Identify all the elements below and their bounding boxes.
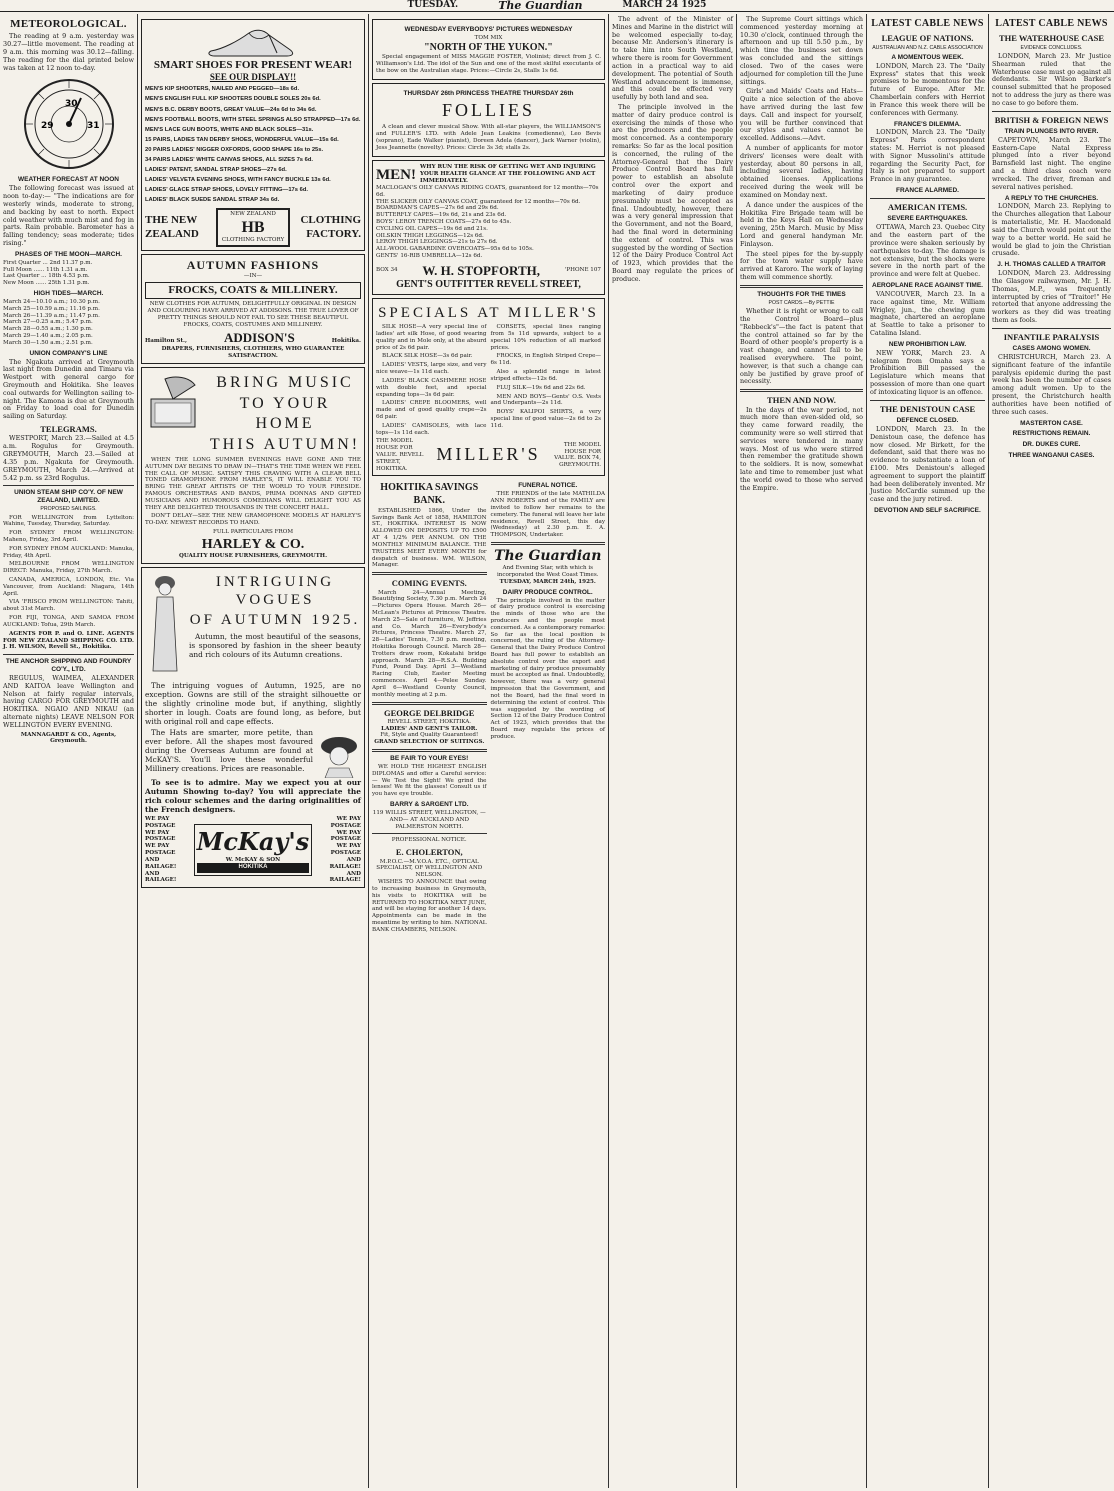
telegrams-title: TELEGRAMS. xyxy=(40,424,97,435)
men-item: OILSKIN THIGH LEGGINGS—12s 6d. xyxy=(376,232,484,239)
divider xyxy=(992,328,1111,329)
anchor-text: REGULUS, WAIMEA, ALEXANDER AND KAITOA leave Wellington and Nelson at fairly regular intervals, having CARGO FOR GREYMOUTH and HOKITIKA. NGAIO AND NIKAU (an alternate nights) LEAVE NELSON FOR WELLINGTON EVERY EVENING. xyxy=(3,673,134,729)
men-item: THE SLICKER OILY CANVAS COAT, guaranteed for 12 months—70s 6d. xyxy=(376,198,581,205)
men-item: ALL-WOOL GABARDINE OVERCOATS—95s 6d to 105s. xyxy=(376,246,534,253)
millers-item: BOYS' KALIPOI SHIRTS, a very special line of good value—2s 6d to 2s 11d. xyxy=(490,409,601,429)
millers-item: Also a splendid range in latest striped effects—12s 6d. xyxy=(490,369,601,382)
pictures-title: WEDNESDAY EVERYBODYS' PICTURES WEDNESDAY xyxy=(404,26,573,33)
postage-right xyxy=(316,816,361,884)
water-title: THE WATERHOUSE CASE xyxy=(998,33,1105,44)
traitor-title: J. H. THOMAS CALLED A TRAITOR xyxy=(997,261,1106,269)
masthead-title: The Guardian xyxy=(498,0,583,12)
vogues-header xyxy=(145,571,361,681)
shoe-item: 34 PAIRS LADIES' WHITE CANVAS SHOES, ALL SIZES 7s 6d. xyxy=(145,156,314,163)
music-line-1: BRING MUSIC xyxy=(216,373,354,391)
stopforth-row xyxy=(376,263,601,279)
paper-sub: And Evening Star, with which is incorporated the West Coast Times. xyxy=(496,565,599,578)
mckay-town: HOKITIKA xyxy=(197,863,309,872)
earth-title: SEVERE EARTHQUAKES. xyxy=(887,215,968,223)
mckay-logo xyxy=(194,824,312,875)
men-item: BUTTERFLY CAPES—19s 6d, 21s and 23s 6d. xyxy=(376,212,507,219)
tide-item: March 27—0.25 a.m.; 5.47 p.m. xyxy=(3,319,93,326)
millers-footer xyxy=(376,438,601,472)
polio-sub: CASES AMONG WOMEN. xyxy=(1012,345,1091,353)
sailing-item: CANADA, AMERICA, LONDON, Etc. Via Vancouver, from Auckland: Niagara, 14th April. xyxy=(3,577,134,597)
devotion-title: DEVOTION AND SELF SACRIFICE. xyxy=(874,507,981,514)
sailing-item: FOR WELLINGTON from Lyttelton: Wahine, Tuesday, Thursday, Saturday. xyxy=(3,514,134,528)
follies-head: THURSDAY 26th PRINCESS THEATRE THURSDAY 26th xyxy=(403,90,574,98)
dukes-title: DR. DUKES CURE. xyxy=(1022,441,1081,449)
paper-title: The Guardian xyxy=(494,548,602,565)
train-title: TRAIN PLUNGES INTO RIVER. xyxy=(1004,127,1099,135)
music-text: WHEN THE LONG SUMMER EVENINGS HAVE GONE AND THE AUTUMN DAY BEGINS TO DRAW IN—THAT'S THE TIME WHEN WE FEEL THE CALL OF MUSIC. SATISFY THIS CRAVING WITH A CLEAR BELL TONED GRAMOPHONE FROM HARLEY'S, IT WILL ENABLE YOU TO BRING THE GREAT ARTISTS OF THE WORLD TO YOUR FIRESIDE. FAMOUS ORCHESTRAS AND BANDS, PRIMA DONNAS AND GIFTED MUSICIANS AND HUMOROUS COMEDIANS WILL DELIGHT YOU AS THEY ARE DELIGHTED THOUSANDS IN THE CONCERT HALL. xyxy=(145,456,361,511)
moon-item: Last Quarter ... 18th 4.53 p.m. xyxy=(3,273,90,280)
shoe-item: MEN'S FOOTBALL BOOTS, WITH STEEL SPRINGS ALSO STRAPPED—17s 6d. xyxy=(145,116,361,123)
local-p5: The steel pipes for the by-supply for the town water supply have arrived at Karoro. The work of laying them will commence shortly. xyxy=(740,249,863,281)
column-4 xyxy=(609,16,736,1486)
polio-title: INFANTILE PARALYSIS xyxy=(1003,331,1100,342)
anchor-title: THE ANCHOR SHIPPING AND FOUNDRY CO'Y., LTD. xyxy=(5,658,132,674)
delbridge-sub: LADIES' AND GENT'S TAILOR. xyxy=(381,725,478,732)
men-item: MACLOGAN'S OILY CANVAS RIDING COATS, guaranteed for 12 months—70s 6d. xyxy=(376,184,599,198)
tides-list xyxy=(3,299,134,347)
barometer-dial-icon xyxy=(21,76,117,172)
divider xyxy=(870,198,985,199)
barry-name: BARRY & SARGENT LTD. xyxy=(389,801,469,809)
shoe-item: LADIES' PATENT, SANDAL STRAP SHOES—27s 6d. xyxy=(145,166,287,173)
editorial-title: DAIRY PRODUCE CONTROL. xyxy=(502,588,593,596)
shoe-item: LADIES' GLACE STRAP SHOES, LOVELY FITTING—17s 6d. xyxy=(145,187,308,193)
week-text: LONDON, March 23. The "Daily Express" states that this week promises to be momentous for the future of Europe. After Mr. Chamberlain confers with Herriot in France this week there will be conferences with Germany. xyxy=(870,61,985,117)
weather-title: METEOROLOGICAL. xyxy=(10,18,127,30)
men-title: MEN! xyxy=(376,166,416,183)
france-text: LONDON, March 23. The "Daily Express" Paris correspondent states: M. Herriot is not pleased with Signor Mussolini's attitude regarding the Security Pact, for Italy is not prepared to support France in any guarantee. xyxy=(870,128,985,184)
forecast-text: The following forecast was issued at noon to-day:— "The indications are for westerly winds, moderate to strong, and backing by east to north. Expect cold weather with much mist and fog in parts. Rain probable. Barometer has a falling tendency; seas moderate; tides rising." xyxy=(3,184,134,248)
autumn-title: AUTUMN FASHIONS xyxy=(186,258,320,273)
millers-item: LADIES' CAMISOLES, with lace tops—1s 11d each. xyxy=(376,422,487,436)
tides-title: HIGH TIDES—MARCH. xyxy=(33,290,104,298)
shoes-list xyxy=(145,86,361,204)
editorial-text-continued: The principle involved in the matter of dairy produce control is exercising the minds of those who are the producers and the people most concerned. As a contemporary remarks: So far as the local position is concerned, the ruling of the Attorney-General that the Dairy Produce Control Board has full power to establish an absolute control over the export and marketing of dairy produce presumably must be accepted as final. Undoubtedly, however, there was a very general impression that the Government, and not the Board, had the final word in determining the extent of control. This was suggested by the wording of Section 12 of the Dairy Produce Control Act of 1923, which provides that the Board may regulate the prices of produce. xyxy=(612,102,733,283)
millers-name: MILLER'S xyxy=(436,444,541,465)
weather-text: The reading at 9 a.m. yesterday was 30.27—little movement. The reading at 9 a.m. this morning was 30.12—falling. The reading for the dial printed below was taken at 12 noon to-day. xyxy=(3,32,134,72)
millers-item: FLUJ SILK—19s 6d and 22s 6d. xyxy=(496,384,586,391)
notice-sub: PROFESSIONAL NOTICE. xyxy=(391,837,467,844)
postage-line: WE PAY POSTAGE xyxy=(145,829,176,843)
hb-logo-top: NEW ZEALAND xyxy=(230,211,276,218)
shoes-ad xyxy=(141,19,365,251)
cable-head: LATEST CABLE NEWS xyxy=(871,18,984,29)
traitor-text: LONDON, March 23. Addressing the Glasgow railwaymen, Mr. J. H. Thomas, M.P., was frequently interrupted by cries of "Traitor!" He retorted that anyone addressing the workers as they did was treating them as fools. xyxy=(992,269,1111,324)
autumn-text: NEW CLOTHES FOR AUTUMN, DELIGHTFULLY ORIGINAL IN DESIGN AND COLOURING HAVE ARRIVED AT ADDISONS. THE TRUE LOVER OF PRETTY THINGS SHOULD NOT FAIL TO SEE THESE BEAUTIFUL FROCKS, COATS, COSTUMES AND MILLINERY. xyxy=(147,301,359,328)
france2-title: FRANCE ALARMED. xyxy=(896,187,959,195)
sailing-item: MELBOURNE FROM WELLINGTON DIRECT: Manuka, Friday, 27th March. xyxy=(3,561,134,575)
vogues-line-2: OF AUTUMN 1925. xyxy=(189,612,361,629)
usscoy-title: UNION STEAM SHIP CO'Y. OF NEW ZEALAND, LIMITED. xyxy=(14,489,123,505)
music-line-2: TO YOUR HOME xyxy=(239,395,331,432)
tide-item: March 28—0.55 a.m.; 1.30 p.m. xyxy=(3,326,93,333)
men-item: BOARDMAN'S CAPES—27s 6d and 29s 6d. xyxy=(376,205,499,212)
column-1 xyxy=(0,16,137,1486)
divider xyxy=(740,285,863,288)
delbridge-suits: GRAND SELECTION OF SUITINGS. xyxy=(374,739,485,746)
column-7 xyxy=(989,16,1114,1486)
millers-right xyxy=(491,324,602,438)
vogues-p4: To see is to admire. May we expect you at our Autumn Showing to-day? You will appreciate the rich colour schemes and the daring originalities of the French designers. xyxy=(145,777,361,814)
stop-sub: GENT'S OUTFITTER REVELL STREET, xyxy=(396,278,581,290)
millers-foot-left: THE MODEL HOUSE FOR VALUE. REVELL STREET, HOKITIKA. xyxy=(376,438,424,472)
addison-left: Hamilton St., xyxy=(145,338,187,345)
stop-box: BOX 34 xyxy=(376,267,398,274)
union-text: The Ngakuta arrived at Greymouth last night from Dunedin and Timaru via Westport with general cargo for Greymouth and Hokitika. She leaves coal outwards for Wellington sailing to-night. The Kamona is due at Greymouth on Friday to load coal for Dunedin sailing on Saturday. xyxy=(3,357,134,421)
sailing-item: VIA 'FRISCO FROM WELLINGTON: Tahiti, about 31st March. xyxy=(3,599,134,613)
usscoy-sub: PROPOSED SAILINGS. xyxy=(40,506,97,513)
millers-item: CORSETS, special lines ranging from 5s 11d upwards, subject to a special 10% reduction of all marked prices. xyxy=(490,324,601,351)
then-title: THEN AND NOW. xyxy=(767,395,836,406)
moon-list xyxy=(3,260,134,287)
hb-logo xyxy=(216,208,290,247)
events-title: COMING EVENTS. xyxy=(391,578,467,589)
millers-item: LADIES' BLACK CASHMERE HOSE with double feet, and special expanding tops—3s 6d pair. xyxy=(376,377,487,398)
vogues-line-1: INTRIGUING VOGUES xyxy=(215,573,335,609)
agents-text: AGENTS FOR P. and O. LINE. AGENTS FOR NEW ZEALAND SHIPPING CO. LTD. J. H. WILSON, Revell St., Hokitika. xyxy=(3,630,134,651)
millers-item: LADIES' VESTS, large size, and very nice weave—1s 11d each. xyxy=(376,362,487,376)
shoe-item: 15 PAIRS, LADIES TAN DERBY SHOES, WONDERFUL VALUE—15s 6d. xyxy=(145,136,339,143)
america-title: AMERICAN ITEMS. xyxy=(887,202,968,213)
nz-clothing-banner xyxy=(145,208,361,247)
delbridge-title: GEORGE DELBRIDGE xyxy=(384,707,475,718)
divider xyxy=(3,654,134,655)
masthead xyxy=(0,0,1114,12)
prohib-text: NEW YORK, March 23. A telegram from Omaha says a Prohibition Bill passed the Legislature which means that possession of more than one quart of intoxicating liquor is an offence. xyxy=(870,348,985,396)
railage-line: AND RAILAGE! xyxy=(329,856,361,870)
shoe-icon xyxy=(203,23,303,59)
editorial-text-2: The advent of the Minister of Mines and Marine in the district will be welcomed especially to-day, because Mr. Anderson's itinerary is to take him into South Westland, where there is room for Government action in a practical way to aid development. The potential of South Westland advancement is immense, and this could be effected very usefully by both land and sea. xyxy=(612,16,733,102)
vogues-p3: The Hats are smarter, more petite, than ever before. All the shapes most favoured during the Overseas Autumn are found at McKAY'S. You'll love these wonderful Millinery creations. Prices are reasonable. xyxy=(145,727,313,774)
harley-line: QUALITY HOUSE FURNISHERS, GREYMOUTH. xyxy=(178,552,328,559)
men-item: CYCLING OIL CAPES—19s 6d and 21s. xyxy=(376,225,488,232)
shoe-item: MEN'S B.C. DERBY BOOTS, GREAT VALUE—24s 6d to 34s 6d. xyxy=(145,106,317,113)
postage-line: WE PAY POSTAGE xyxy=(145,843,176,857)
col3-right xyxy=(491,479,606,935)
men-item: BOYS' LEROY TRENCH COATS—27s 6d to 45s. xyxy=(376,218,512,225)
divider xyxy=(992,111,1111,112)
tide-item: March 26—11.39 a.m.; 11.47 p.m. xyxy=(3,312,100,319)
masterton-title: MASTERTON CASE. xyxy=(1020,419,1083,427)
men-item: LEROY THIGH LEGGINGS—21s to 27s 6d. xyxy=(376,239,498,246)
anchor-agent: MANNAGARDT & CO., Agents, Greymouth. xyxy=(20,731,117,745)
france-title: FRANCE'S DILEMMA. xyxy=(894,120,961,128)
then-text: In the days of the war period, not much more than even-sided old, so they came forward readily, the community were so well stirred that services were tendered in many ways. Most of us who were stirred then remember the gratitude shown to the soldiers. It is now, somewhat late and time to remember just what the world owed to those who served the Empire. xyxy=(740,405,863,492)
addison-sub: DRAPERS, FURNISHERS, CLOTHIERS, WHO GUARANTEE SATISFACTION. xyxy=(161,346,345,360)
autumn-sub: FROCKS, COATS & MILLINERY. xyxy=(145,282,361,299)
gramophone-icon xyxy=(145,371,205,431)
addison-name: ADDISON'S xyxy=(223,330,295,346)
men-header xyxy=(376,164,601,184)
tide-item: March 24—10.10 a.m.; 10.30 p.m. xyxy=(3,298,100,305)
assoc-sub: AUSTRALIAN AND N.Z. CABLE ASSOCIATION xyxy=(872,44,983,51)
den-sub: DEFENCE CLOSED. xyxy=(896,416,959,424)
divider xyxy=(372,702,487,705)
vogues-p1: Autumn, the most beautiful of the seasons, is sponsored by fashion in the sheer beauty and rich colours of its Autumn creations. xyxy=(189,631,361,659)
addisons-ad xyxy=(141,254,365,364)
svg-text:29: 29 xyxy=(40,121,54,132)
postage-line: WE PAY POSTAGE xyxy=(145,816,176,829)
cable-head-2: LATEST CABLE NEWS xyxy=(995,18,1108,29)
millers-item: FROCKS, in English Striped Crepe—6s 11d. xyxy=(490,353,601,367)
masthead-day: TUESDAY. xyxy=(407,0,459,11)
pictures-ad xyxy=(372,19,605,80)
cholerton-name: E. CHOLERTON, xyxy=(395,847,463,858)
mckay-logo-row xyxy=(145,816,361,884)
mckay-ad xyxy=(141,567,365,888)
harley-name: HARLEY & CO. xyxy=(201,536,305,552)
nz-left: THE NEW xyxy=(145,214,198,227)
millers-item: LADIES' CREPE BLOOMERS, well made and of good quality crepe—2s 6d pair. xyxy=(376,400,487,420)
men-list xyxy=(376,185,601,260)
stop-phone: 'PHONE 107 xyxy=(564,267,601,274)
barry-addr: 119 WILLIS STREET, WELLINGTON, —AND— AT AUCKLAND AND PALMERSTON NORTH. xyxy=(372,810,486,830)
divider xyxy=(372,749,487,752)
week-title: A MOMENTOUS WEEK. xyxy=(891,53,964,61)
polio-text: CHRISTCHURCH, March 23. A significant feature of the infantile paralysis epidemic during the past week has been the number of cases among adult women. Up to the present, the Christchurch health authorities have been notified of three such cases. xyxy=(992,353,1111,416)
mckay-name: McKay's xyxy=(196,827,310,857)
telegrams-text: WESTPORT, March 23.—Sailed at 4.5 a.m. Rogulus for Greymouth. GREYMOUTH, March 23.—Sailed at 4.35 p.m. Ngakuta for Greymouth. GREYMOUTH, March 24.—Arrived at 5.42 p.m. ss 23rd Rogulus. xyxy=(3,434,134,482)
cholerton-sub: M.P.O.C.—M.V.O.A. ETC., OPTICAL SPECIALIST, OF WELLINGTON AND NELSON. xyxy=(376,858,483,879)
tide-item: March 25—10.59 a.m.; 11.16 p.m. xyxy=(3,305,100,312)
sailing-item: FOR FIJI, TONGA, AND SAMOA FROM AUCKLAND: Tofua, 29th March. xyxy=(3,615,134,628)
railage-line: AND RAILAGE! xyxy=(145,856,177,870)
men-text: WHY RUN THE RISK OF GETTING WET AND INJURING YOUR HEALTH GLANCE AT THE FOLLOWING AND ACT IMMEDIATELY. xyxy=(420,164,596,185)
divider xyxy=(372,833,487,834)
column-2 xyxy=(138,16,368,1486)
aero-text: VANCOUVER, March 23. In a race against time, Mr. William Wrigley, jun., the chewing gum magnate, chartered an aeroplane at Seattle to take a prisoner to Catalina Island. xyxy=(870,289,985,337)
harley-ad xyxy=(141,367,365,564)
local-p2: Girls' and Maids' Coats and Hats—Quite a nice selection of the above have arrived during the last few days. Call and inspect for yourself, you will be further convinced that our styles and values cannot be excelled. Addisons.—Advt. xyxy=(740,87,863,143)
water-sub: EVIDENCE CONCLUDES. xyxy=(1020,44,1083,51)
millers-title: SPECIALS AT MILLER'S xyxy=(378,304,599,321)
millers-item: SILK HOSE—A very special line of ladies' art silk Hose, of good wearing quality and in Mole only, at the absurd price of 2s 6d pair. xyxy=(376,324,487,351)
eyes-title: BE FAIR TO YOUR EYES! xyxy=(390,755,469,763)
col3-left xyxy=(372,479,487,935)
divider xyxy=(740,389,863,392)
union-title: UNION COMPANY'S LINE xyxy=(29,349,108,357)
local-p4: A dance under the auspices of the Hokitika Fire Brigade team will be held in the Keys Hall on Wednesday evening, 25th March. Music by Miss Lord and general handyman Mr. Finlayson. xyxy=(740,200,863,248)
sailings-list xyxy=(3,515,134,629)
bank-text: ESTABLISHED 1866, Under the Savings Bank Act of 1858, HAMILTON ST., HOKITIKA. INTEREST IS NOW ALLOWED ON DEPOSITS UP TO £500 AT 4 1/2% PER ANNUM. ON THE MONTHLY MINIMUM BALANCE. THE TRUSTEES MEET EVERY MONTH for despatch of business. WM. WILSON, Manager. xyxy=(372,507,487,569)
hat-figure-icon xyxy=(317,728,361,778)
shoe-item: LADIES' VELVETA EVENING SHOES, WITH FANCY BUCKLE 13s 6d. xyxy=(145,176,331,183)
aero-title: AEROPLANE RACE AGAINST TIME. xyxy=(872,282,983,289)
pictures-text: Special engagement of MISS MAGGIE FOSTER, Violinist; direct from J. C. Williamson's Ltd. The idol of the Sun and one of the most skilful executants of the bow on the Australian stage. Prices:—Circle 2s, Stalls 1s 6d. xyxy=(376,53,601,74)
eyes-text: WE HOLD THE HIGHEST ENGLISH DIPLOMAS and offer a Careful service:— We Test the Sight! We grind the lenses! We fit the glasses! Consult us if you have eye trouble. xyxy=(372,764,487,798)
hb-logo-bottom: CLOTHING FACTORY xyxy=(221,237,285,244)
postage-left xyxy=(145,816,190,884)
brit-title: BRITISH & FOREIGN NEWS xyxy=(994,114,1109,125)
moon-item: Full Moon ...... 11th 1.31 a.m. xyxy=(3,266,88,273)
svg-text:30: 30 xyxy=(64,99,78,110)
follies-ad xyxy=(372,83,605,157)
divider xyxy=(372,572,487,575)
league-title: LEAGUE OF NATIONS. xyxy=(881,33,974,44)
train-text: CAPETOWN, March 23. The Eastern-Cape Natal Express plunged into a river beyond Barnsfield last night. The engine and a third class coach were wrecked. The driver, fireman and several natives perished. xyxy=(992,135,1111,191)
thoughts-title: THOUGHTS FOR THE TIMES xyxy=(757,290,846,298)
shoe-item: MEN'S LACE GUN BOOTS, WHITE AND BLACK SOLES—31s. xyxy=(145,126,314,133)
svg-text:31: 31 xyxy=(86,121,100,132)
men-item: GENTS' 16-RIB UMBRELLA—12s 6d. xyxy=(376,253,483,260)
millers-left xyxy=(376,324,487,438)
masthead-date: MARCH 24 1925 xyxy=(622,0,707,11)
column-6 xyxy=(867,16,988,1486)
moon-title: PHASES OF THE MOON—MARCH. xyxy=(15,250,122,258)
pictures-film: "NORTH OF THE YUKON." xyxy=(424,41,553,53)
millers-ad xyxy=(372,298,605,477)
funeral-text: THE FRIENDS of the late MATHILDA ANN ROBERTS and of the FAMILY are invited to follow her remains to the cemetery. The funeral will leave her late residence, Revell Street, this day (Wednesday) at 2.30 p.m. E. A. THOMPSON, Undertaker. xyxy=(490,491,606,539)
sailing-item: FOR SYDNEY FROM AUCKLAND: Manuka, Friday, 4th April. xyxy=(3,545,134,559)
addison-right: Hokitika. xyxy=(331,338,361,345)
den-title: THE DENISTOUN CASE xyxy=(879,403,976,414)
reply-title: A REPLY TO THE CHURCHES. xyxy=(1004,194,1099,202)
nz-left2: ZEALAND xyxy=(145,227,199,240)
restrict-title: RESTRICTIONS REMAIN. xyxy=(1012,430,1091,438)
pictures-tom: TOM MIX xyxy=(474,34,503,41)
hb-logo-letters: HB xyxy=(241,218,265,236)
dial-caption: WEATHER FORECAST AT NOON xyxy=(18,176,119,184)
music-line-3: THIS AUTUMN! xyxy=(209,436,361,454)
sailing-item: FOR SYDNEY FROM WELLINGTON: Maheno, Friday, 3rd April. xyxy=(3,530,134,543)
addison-line xyxy=(145,330,361,346)
tide-item: March 30—1.50 a.m.; 2.51 p.m. xyxy=(3,339,93,346)
paper-date: TUESDAY, MARCH 24th, 1925. xyxy=(499,578,596,585)
shoe-item: MEN'S KIP SHOOTERS, NAILED AND PEGGED—18s 6d. xyxy=(145,86,300,93)
music-note: DON'T DELAY—SEE THE NEW GRAMOPHONE MODELS AT HARLEY'S TO-DAY. NEWEST RECORDS TO HAND. xyxy=(145,513,361,527)
reply-text: LONDON, March 23. Replying to the Churches allegation that Labour is materialistic, Mr. H. Macdonald said the Church would point out the way to a better world. He said he would be glad to join the Christian crusade. xyxy=(992,202,1111,258)
local-p1: The Supreme Court sittings which commenced yesterday morning at 10.30 o'clock, continued through the afternoon and up till 5.50 p.m., by which time the business set down was concluded and the sittings closed. Two of the cases were adjourned for completion till the June sittings. xyxy=(740,16,863,86)
tide-item: March 29—1.40 a.m.; 2.05 p.m. xyxy=(3,333,93,340)
den-text: LONDON, March 23. In the Denistoun case, the defence has now closed. Mr Birkett, for the defendant, said that there was no evidence to substantiate a loan of £100. Mrs Denistoun's alleged agreement to support the plaintiff had been deliberately invented. Mr Justice McCardie summed up the case and the jury retired. xyxy=(870,424,985,504)
railage-line: AND RAILAGE! xyxy=(329,870,361,884)
shoes-sub: SEE OUR DISPLAY!! xyxy=(209,72,297,83)
harley-sub: FULL PARTICULARS FROM xyxy=(212,529,294,536)
stop-name: W. H. STOPFORTH, xyxy=(422,262,541,278)
railage-line: AND RAILAGE! xyxy=(145,870,177,884)
postage-line: WE PAY POSTAGE xyxy=(330,843,361,857)
earth-text: OTTAWA, March 23. Quebec City and the eastern part of the province were shaken seriously by earthquakes to-day. The damage is not extensive, but the shocks were severe in the north part of the province and were felt at Quebec. xyxy=(870,223,985,279)
funeral-title: FUNERAL NOTICE. xyxy=(518,482,578,490)
fashion-figure-icon xyxy=(145,571,185,681)
thoughts-text: Whether it is right or wrong to call the Control Board—plus "Rebbeck's"—the fact is patent that the control attained so far by the Board of other people's property is a vast change, and cannot fail to be realised everywhere. The point, however, is that such a change can only be justified by grave proof of necessity. xyxy=(740,307,863,386)
postage-line: WE PAY POSTAGE xyxy=(330,816,361,829)
autumn-in: —IN— xyxy=(243,272,263,279)
music-header xyxy=(145,371,361,457)
moon-item: New Moon ...... 25th 1.31 p.m. xyxy=(3,280,90,287)
stopforth-ad xyxy=(372,160,605,294)
millers-foot-right: THE MODEL HOUSE FOR VALUE. BOX 74, GREYMOUTH. xyxy=(554,441,601,469)
follies-text: A clean and clever musical Show. With all-star players, the WILLIAMSON'S and FULLER'S LTD. with Adele Jean Leakins (comedienne), Leo Bevis (soprano), Eade Walker (pianist), Doreen Adela (dancer), Jack Warner (violin), Jess Jeannette (novelty). Prices: Circle 3s 3d; stalls 2s. xyxy=(376,124,601,151)
column-5 xyxy=(737,16,866,1486)
shoes-title: SMART SHOES FOR PRESENT WEAR! xyxy=(153,59,353,71)
bank-title: HOKITIKA SAVINGS BANK. xyxy=(380,482,479,506)
millers-item: BLACK SILK HOSE—3s 6d pair. xyxy=(382,353,473,360)
cholerton-text: WISHES TO ANNOUNCE that owing to increasing business in Greymouth, his visits to HOKITIKA will be RETURNED TO HOKITIKA NEXT JUNE, and will be staying for another 14 days. Appointments can be made in the meantime by writing to him. NATIONAL BANK CHAMBERS, NELSON. xyxy=(372,879,487,933)
follies-title: FOLLIES xyxy=(442,100,535,121)
column-3 xyxy=(369,16,608,1486)
thoughts-sub: POST CARDS.—By PETTIE xyxy=(768,299,835,306)
editorial-text: The principle involved in the matter of dairy produce control is exercising the minds of those who are the producers and the people most concerned. As a contemporary remarks: So far as the local position is concerned, the ruling of the Attorney-General that the Dairy Produce Control Board has full power to establish an absolute control over the export and marketing of dairy produce presumably must be accepted as final. Undoubtedly, however, there was a very general impression that the Government, and not the Board, had the final word in determining the extent of control. This was suggested by the wording of Section 12 of the Dairy Produce Control Act of 1923, which provides that the Board may regulate the prices of produce. xyxy=(490,597,605,740)
divider xyxy=(491,542,606,545)
shoe-item: 20 PAIRS LADIES' NIGGER OXFORDS, GOOD SHAPE 16s to 25s. xyxy=(145,146,324,153)
local-p3: A number of applicants for motor drivers' licenses were dealt with yesterday, about 80 persons in all, including several ladies, having obtained licenses. Applications received during the week will be examined on Monday next. xyxy=(740,144,863,199)
water-text: LONDON, March 23. Mr Justice Shearman ruled that the Waterhouse case must go against all defendants. Sir Wilson Barker's counsel submitted that he proposed not to address the jury as there was no case to go before them. xyxy=(992,51,1111,107)
millers-item: MEN AND BOYS—Gents' O.S. Vests and Underpants—2s 11d. xyxy=(490,393,601,407)
divider xyxy=(870,400,985,401)
delbridge-addr: REVELL STREET, HOKITIKA. xyxy=(387,718,472,725)
vogues-p2: The intriguing vogues of Autumn, 1925, are no exception. Gowns are still of the straight silhouette or the slightly crinoline mode but, if anything, slightly shorter in lough. Coats are found long, as before, but with original roll and cape effects. xyxy=(145,680,361,726)
delbridge-text: Fit, Style and Quality Guaranteed! xyxy=(380,732,479,739)
events-text: March 24—Annual Meeting, Beautifying Society, 7.30 p.m. March 24—Pictures Opera House. March 26—McLean's Pictures at Princess Theatre. March 25—Sale of furniture, W. Jeffries and Co. March 26—Everybody's Pictures, Princess Theatre. March 27, 28—Ladies' Tennis, 7.30 p.m. meeting, Hokitika Borough Council. March 28—Trotters draw room, Kokatahi bridge approach. March 28—R.S.A. Building Fund, Pound Day. April 3—Westland Racing Club, Easter Meeting commences. April 4—Pelee Sunday. April 6—Westland County Council, monthly meeting at 2 p.m. xyxy=(372,589,487,698)
wanganui-title: THREE WANGANUI CASES. xyxy=(1008,452,1095,460)
prohib-title: NEW PROHIBITION LAW. xyxy=(888,340,967,348)
nz-right2: FACTORY. xyxy=(306,227,361,240)
millers-grid xyxy=(376,324,601,438)
mckay-sub: W. McKAY & SON xyxy=(225,856,281,863)
postage-line: WE PAY POSTAGE xyxy=(330,829,361,843)
shoe-item: LADIES' BLACK SUEDE SANDAL STRAP 34s 6d. xyxy=(145,197,280,204)
moon-item: First Quarter ... 2nd 11.37 p.m. xyxy=(3,259,93,266)
shoe-item: MEN'S ENGLISH FULL KIP SHOOTERS DOUBLE SOLES 20s 6d. xyxy=(145,96,321,103)
col3-split xyxy=(372,479,605,935)
nz-right: CLOTHING xyxy=(300,214,361,227)
vogues-hat-row xyxy=(145,728,361,778)
divider xyxy=(3,485,134,486)
